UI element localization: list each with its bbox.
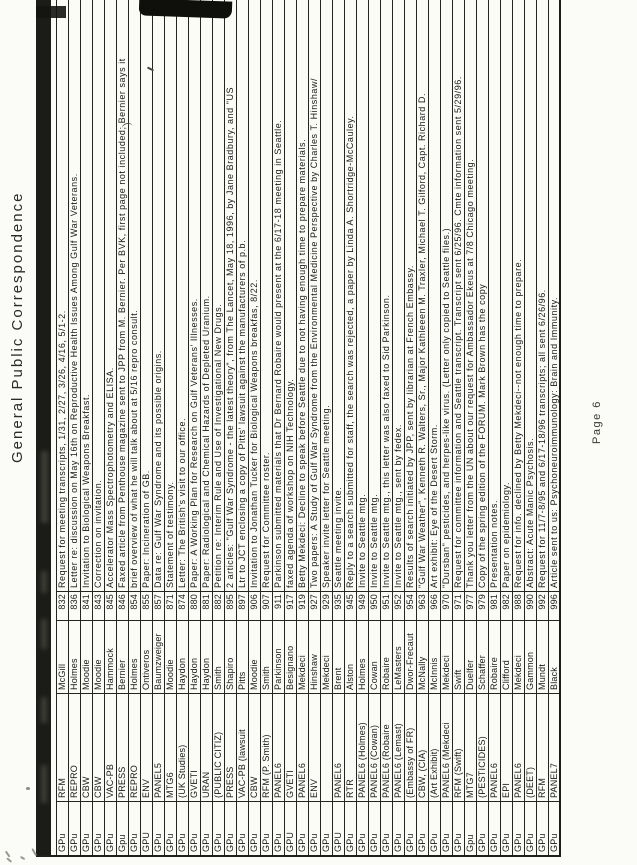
- cell-name: Shapiro: [225, 620, 236, 693]
- cell-category: PANEL6: [333, 693, 344, 801]
- cell-org: GPu: [345, 801, 356, 855]
- cell-org: GPU: [285, 801, 296, 855]
- cell-category: REPRO: [69, 693, 80, 801]
- cell-name: Mekdeci: [297, 620, 308, 693]
- cell-category: PRESS: [117, 693, 128, 801]
- cell-category: ENV: [309, 693, 320, 801]
- pencil-scribble: [20, 856, 25, 860]
- cell-number: 845: [105, 591, 116, 620]
- cell-org: GPu: [369, 801, 380, 855]
- illegible-header-smudge: [41, 765, 47, 803]
- cell-category: VAC-PB (lawsuit: [237, 693, 248, 801]
- cell-category: PANEL6 (Robaire: [381, 693, 392, 801]
- cell-name: Robaire: [381, 620, 392, 693]
- table-row: [237, 0, 249, 855]
- cell-number: 832: [57, 591, 68, 620]
- cell-org: GPu: [165, 801, 176, 855]
- cell-number: 988: [513, 591, 524, 620]
- cell-number: 882: [213, 591, 224, 620]
- cell-number: 911: [273, 591, 284, 620]
- cell-org: GPu: [429, 801, 440, 855]
- cell-number: 935: [333, 591, 344, 620]
- table-row: [465, 0, 477, 855]
- cell-description: Data re: Gulf War Syndrome and its possible origins.: [153, 350, 163, 588]
- table-row: [57, 0, 69, 855]
- cell-org: GPu: [93, 801, 104, 855]
- illegible-header-smudge: [41, 619, 47, 649]
- cell-category: GVETI: [189, 693, 200, 801]
- pencil-scribble: [5, 851, 10, 858]
- cell-number: 846: [117, 591, 128, 620]
- pencil-scribble: [6, 858, 12, 863]
- table-row: [225, 0, 237, 855]
- cell-org: GPu: [501, 801, 512, 855]
- cell-number: 950: [369, 591, 380, 620]
- cell-name: Haydon: [189, 620, 200, 693]
- cell-name: Mundt: [537, 620, 548, 693]
- cell-description: Request for info. declined by Betty Mekdeci--not enough time to prepare.: [513, 258, 523, 588]
- table-row: [177, 0, 189, 855]
- table-header-row: [38, 0, 51, 855]
- scan-edge-blob: [139, 0, 233, 19]
- cell-name: Moodie: [81, 620, 92, 693]
- cell-name: Cowan: [369, 620, 380, 693]
- cell-org: GPu: [273, 801, 284, 855]
- cell-org: GPu: [189, 801, 200, 855]
- table-row: [261, 0, 273, 855]
- cell-name: Mekdeci: [321, 620, 332, 693]
- cell-description: Parkinson submitted materials that Dr Bernard Robaire would present at the 6/17-18 meeting in Seattle.: [273, 119, 283, 588]
- cell-number: 895: [225, 591, 236, 620]
- cell-number: 919: [297, 591, 308, 620]
- cell-org: GPu: [105, 801, 116, 855]
- cell-number: 929: [321, 591, 332, 620]
- cell-description: Copy of the spring edition of the FORUM. Mark Brown has the copy: [477, 283, 487, 588]
- cell-name: Duelfer: [465, 620, 476, 693]
- correspondence-table: [36, 0, 561, 857]
- table-row: [105, 0, 117, 855]
- cell-number: 949: [357, 591, 368, 620]
- cell-name: Baumzweiger: [153, 620, 164, 693]
- cell-name: Holmes: [69, 620, 80, 693]
- cell-number: 952: [393, 591, 404, 620]
- cell-category: [321, 693, 332, 801]
- cell-description: "Dursban" pesticides, and herpes-like virus. (Letter only copied to Seattle files.): [441, 227, 451, 588]
- cell-category: PANEL6 (Holmes): [357, 693, 368, 801]
- page-title: General Public Correspondence: [9, 191, 26, 463]
- cell-org: GPu: [309, 801, 320, 855]
- table-row: [81, 0, 93, 855]
- table-row: [213, 0, 225, 855]
- cell-number: 992: [537, 591, 548, 620]
- cell-name: Hammock: [105, 620, 116, 693]
- table-row: [513, 0, 525, 855]
- table-row: [273, 0, 285, 855]
- cell-number: 857: [153, 591, 164, 620]
- cell-org: GPu: [357, 801, 368, 855]
- cell-org: GPu: [57, 801, 68, 855]
- table-row: [321, 0, 333, 855]
- cell-number: 854: [129, 591, 140, 620]
- cell-name: Mekdeci: [441, 620, 452, 693]
- cell-name: Moodie: [93, 620, 104, 693]
- page-number: Page 6: [591, 400, 603, 444]
- cell-description: Invite to Seattle mtg., this letter was also faxed to Sid Parkinson.: [381, 294, 391, 588]
- table-row: [333, 0, 345, 855]
- cell-category: RFM: [537, 693, 548, 801]
- table-row: [69, 0, 81, 855]
- cell-category: VAC-PB: [105, 693, 116, 801]
- cell-description: "Gulf War Weather", Kenneth R. Walters, Sr., Major Kathleeen M. Traxler, Michael T. Gilford, Capt. Richard D.: [417, 93, 427, 588]
- cell-description: Art exhibit: Eye of the Desert Storm.: [429, 424, 439, 588]
- table-row: [93, 0, 105, 855]
- cell-description: Accelerator Mass Spectrophotometry and ELISA.: [105, 367, 115, 588]
- table-row: [441, 0, 453, 855]
- cell-category: CBW: [93, 693, 104, 801]
- cell-name: Smith: [213, 620, 224, 693]
- cell-description: Presentation notes.: [489, 499, 499, 588]
- cell-org: GPu: [321, 801, 332, 855]
- cell-number: 897: [237, 591, 248, 620]
- table-row: [549, 0, 561, 855]
- cell-number: 907: [261, 591, 272, 620]
- table-row: [525, 0, 537, 855]
- cell-category: REPRO: [129, 693, 140, 801]
- table-row: [309, 0, 321, 855]
- cell-org: GPu: [261, 801, 272, 855]
- cell-description: Article sent to us: Psychoneuroimmunology: Brain and Immunity.: [549, 296, 559, 588]
- cell-description: Reply to a search submitted for staff, the search was rejected, a paper by Linda A. Shortridge-McCauley.: [345, 115, 355, 588]
- cell-description: 2 articles: "Gulf War Syndrome - the latest theory", from The Lancet, May 18, 1996, by Jane Bradbury, and "US: [225, 86, 235, 588]
- table-row: [345, 0, 357, 855]
- cell-name: Alston: [345, 620, 356, 693]
- cell-org: GPu: [537, 801, 548, 855]
- cell-description: Results of search initiated by JPP, sent by librarian at French Embassy.: [405, 265, 415, 588]
- illegible-header-smudge: [41, 571, 47, 593]
- cell-name: Mekdeci: [513, 620, 524, 693]
- table-row: [393, 0, 405, 855]
- cell-number: 966: [429, 591, 440, 620]
- cell-org: GPu: [549, 801, 559, 855]
- cell-org: GPu: [297, 801, 308, 855]
- cell-category: (UK Studies): [177, 693, 188, 801]
- cell-name: Holmes: [129, 620, 140, 693]
- cell-category: RFM (P. Smith): [261, 693, 272, 801]
- cell-org: GPu: [237, 801, 248, 855]
- table-row: [165, 0, 177, 855]
- cell-number: 880: [189, 591, 200, 620]
- cell-name: McNally: [417, 620, 428, 693]
- cell-description: Invite to Seattle mtg.: [357, 493, 367, 588]
- cell-name: Clifford: [501, 620, 512, 693]
- cell-description: Correction on invitation.: [93, 479, 103, 588]
- cell-category: CBW: [81, 693, 92, 801]
- table-row: [141, 0, 153, 855]
- cell-org: GPu: [417, 801, 428, 855]
- cell-number: 843: [93, 591, 104, 620]
- cell-category: MTG7: [465, 693, 476, 801]
- cell-number: 982: [501, 591, 512, 620]
- cell-description: Letter: The British's visit to our office.: [177, 417, 187, 588]
- cell-name: Dwor-Frecaut: [405, 620, 416, 693]
- table-row: [477, 0, 489, 855]
- cell-category: PANEL6 (Cowan): [369, 693, 380, 801]
- cell-org: GPu: [225, 801, 236, 855]
- cell-description: Thank you letter from the UN about our request for Ambassador Ekeus at 7/8 Chicago meeting.: [465, 158, 475, 588]
- cell-org: GPu: [441, 801, 452, 855]
- cell-category: GVETI: [285, 693, 296, 801]
- cell-org: GPu: [489, 801, 500, 855]
- cell-number: 981: [489, 591, 500, 620]
- table-row: [405, 0, 417, 855]
- cell-name: Haydon: [177, 620, 188, 693]
- cell-number: 951: [381, 591, 392, 620]
- cell-category: PANEL6: [489, 693, 500, 801]
- cell-number: 970: [441, 591, 452, 620]
- cell-description: Paper: Radiological and Chemical Hazards of Depleted Uranium.: [201, 295, 211, 588]
- cell-category: RTR: [345, 693, 356, 801]
- cell-description: Request for committee information and Seattle transcript. Transcript sent 6/25/96. Cmte information sent 5/29/96.: [453, 76, 463, 588]
- cell-name: Brent: [333, 620, 344, 693]
- cell-name: Holmes: [357, 620, 368, 693]
- cell-name: McInnis: [429, 620, 440, 693]
- cell-name: Ontiveros: [141, 620, 152, 693]
- cell-number: 906: [249, 591, 260, 620]
- cell-org: GPu: [381, 801, 392, 855]
- cell-name: Moodie: [165, 620, 176, 693]
- cell-description: Seattle meeting invite.: [333, 486, 343, 588]
- cell-number: 927: [309, 591, 320, 620]
- cell-org: GPu: [249, 801, 260, 855]
- table-row: [249, 0, 261, 855]
- cell-number: 996: [549, 591, 559, 620]
- cell-org: GPu: [525, 801, 536, 855]
- cell-description: Paper on epidemiology.: [501, 482, 511, 588]
- cell-number: 971: [453, 591, 464, 620]
- cell-category: PANEL6 (Mekdeci: [441, 693, 452, 801]
- cell-name: Pitts: [237, 620, 248, 693]
- cell-description: Invitation to Jonathan Tucker for Biological Weapons breakfas, 8/22.: [249, 279, 259, 588]
- cell-category: (PESTICIDES): [477, 693, 488, 801]
- cell-name: Robaire: [489, 620, 500, 693]
- cell-category: RFM (Swift): [453, 693, 464, 801]
- cell-org: GPU: [141, 801, 152, 855]
- cell-description: Paper: Incineration of GB.: [141, 470, 151, 588]
- cell-org: GPu: [405, 801, 416, 855]
- cell-number: 963: [417, 591, 428, 620]
- cell-org: GPu: [513, 801, 524, 855]
- cell-description: Paper: A Working Plan for Research on Gulf Veterans' Illnesses.: [189, 298, 199, 588]
- cell-category: PANEL7: [549, 693, 559, 801]
- table-row: [381, 0, 393, 855]
- cell-name: Black: [549, 620, 559, 693]
- cell-category: (Embassy of FR): [405, 693, 416, 801]
- cell-number: 954: [405, 591, 416, 620]
- cell-number: 945: [345, 591, 356, 620]
- cell-org: GPU: [333, 801, 344, 855]
- cell-org: GPu: [213, 801, 224, 855]
- cell-org: GPu: [129, 801, 140, 855]
- cell-description: Speaker invite letter for Seattle meeting.: [321, 404, 331, 588]
- cell-category: PRESS: [225, 693, 236, 801]
- cell-org: GPu: [69, 801, 80, 855]
- cell-description: Letter re: discussion on May 16th on Reproductive Health Issues Among Gulf War Veterans.: [69, 173, 79, 588]
- cell-number: 977: [465, 591, 476, 620]
- cell-org: GPu: [201, 801, 212, 855]
- table-row: [417, 0, 429, 855]
- cell-category: RFM: [57, 693, 68, 801]
- cell-category: PANEL6: [297, 693, 308, 801]
- table-row: [153, 0, 165, 855]
- cell-description: Request for meeting transcripts, 1/31, 2/27, 3/26, 4/16, 5/1-2.: [57, 310, 67, 588]
- cell-category: MTG6: [165, 693, 176, 801]
- cell-name: Parkinson: [273, 620, 284, 693]
- table-row: [489, 0, 501, 855]
- cell-number: 871: [165, 591, 176, 620]
- cell-name: Moodie: [249, 620, 260, 693]
- cell-description: Invitation to Biological Weapons Breakfast.: [81, 393, 91, 588]
- cell-org: GPu: [81, 801, 92, 855]
- cell-name: Schaffer: [477, 620, 488, 693]
- cell-number: 841: [81, 591, 92, 620]
- cell-name: Smith: [261, 620, 272, 693]
- table-row: [537, 0, 549, 855]
- table-row: [501, 0, 513, 855]
- cell-description: Two papers: A Study of Gulf War Syndrome from the Environmental Medicine Perspective by Charles T. Hinshaw/: [309, 77, 319, 588]
- cell-description: brief overview of what he will talk about at 5/16 repro consult.: [129, 309, 139, 588]
- cell-name: Hinshaw: [309, 620, 320, 693]
- table-row: [429, 0, 441, 855]
- cell-category: (PUBLIC CITIZ): [213, 693, 224, 801]
- cell-category: PANEL6: [273, 693, 284, 801]
- table-row: [189, 0, 201, 855]
- cell-org: GPu: [453, 801, 464, 855]
- cell-category: ENV: [141, 693, 152, 801]
- table-row: [201, 0, 213, 855]
- cell-org: GPu: [393, 801, 404, 855]
- cell-description: Request for Committee roster.: [261, 452, 271, 588]
- cell-number: 881: [201, 591, 212, 620]
- cell-description: Abstract: Acute Manic Psychosis.: [525, 437, 535, 588]
- cell-description: Faxed article from Penthouse magazine sent to JPP from M. Bernier. Per BVK, first page not included; Bernier says it: [117, 58, 127, 588]
- cell-name: Swift: [453, 620, 464, 693]
- cell-category: CBW: [249, 693, 260, 801]
- cell-number: 917: [285, 591, 296, 620]
- cell-description: Request for 11/7-8/95 and 6/17-18/96 transcripts; all sent 6/26/96.: [537, 289, 547, 588]
- cell-category: PANEL6: [513, 693, 524, 801]
- cell-name: Haydon: [201, 620, 212, 693]
- table-row: [357, 0, 369, 855]
- table-row: [297, 0, 309, 855]
- cell-org: GPu: [177, 801, 188, 855]
- cell-category: PANEL6 (Lemast): [393, 693, 404, 801]
- cell-category: EPI: [501, 693, 512, 801]
- cell-description: faxed agenda of workshop on NIH Technology.: [285, 378, 295, 588]
- table-row: [369, 0, 381, 855]
- illegible-header-smudge: [41, 697, 47, 723]
- cell-name: Besignano: [285, 620, 296, 693]
- cell-description: Ltr to JCT enclosing a copy of Pitts' lawsuit against the manufacturers of p.b.: [237, 239, 247, 588]
- cell-number: 979: [477, 591, 488, 620]
- cell-category: (Art Exhibit): [429, 693, 440, 801]
- cell-number: 836: [69, 591, 80, 620]
- cell-description: Betty Mekdeci: Decline to speak before Seattle due to not having enough time to prepare materials.: [297, 138, 307, 588]
- cell-category: (DEET): [525, 693, 536, 801]
- cell-number: 874: [177, 591, 188, 620]
- cell-org: Gpu: [117, 801, 128, 855]
- table-row: [453, 0, 465, 855]
- cell-org: GPu: [153, 801, 164, 855]
- cell-org: GPu: [477, 801, 488, 855]
- cell-number: 990: [525, 591, 536, 620]
- cell-org: Gpu: [465, 801, 476, 855]
- cell-number: 855: [141, 591, 152, 620]
- cell-category: URAN: [201, 693, 212, 801]
- cell-category: PANEL5: [153, 693, 164, 801]
- cell-description: Invite to Seattle mtg.: [369, 493, 379, 588]
- illegible-header-smudge: [41, 451, 48, 523]
- cell-category: CBW, (CIA): [417, 693, 428, 801]
- cell-description: Invite to Seattle mtg., sent by fedex.: [393, 424, 403, 588]
- cell-name: Gammon: [525, 620, 536, 693]
- pencil-dot: [26, 788, 30, 791]
- cell-name: McGill: [57, 620, 68, 693]
- scan-corner-blob: [36, 6, 66, 18]
- cell-description: Statement of testimony.: [165, 481, 175, 588]
- cell-name: LeMasters: [393, 620, 404, 693]
- cell-description: Petition re: Interim Rule and Use of Investigational New Drugs.: [213, 303, 223, 588]
- table-row: [285, 0, 297, 855]
- cell-name: Bernier: [117, 620, 128, 693]
